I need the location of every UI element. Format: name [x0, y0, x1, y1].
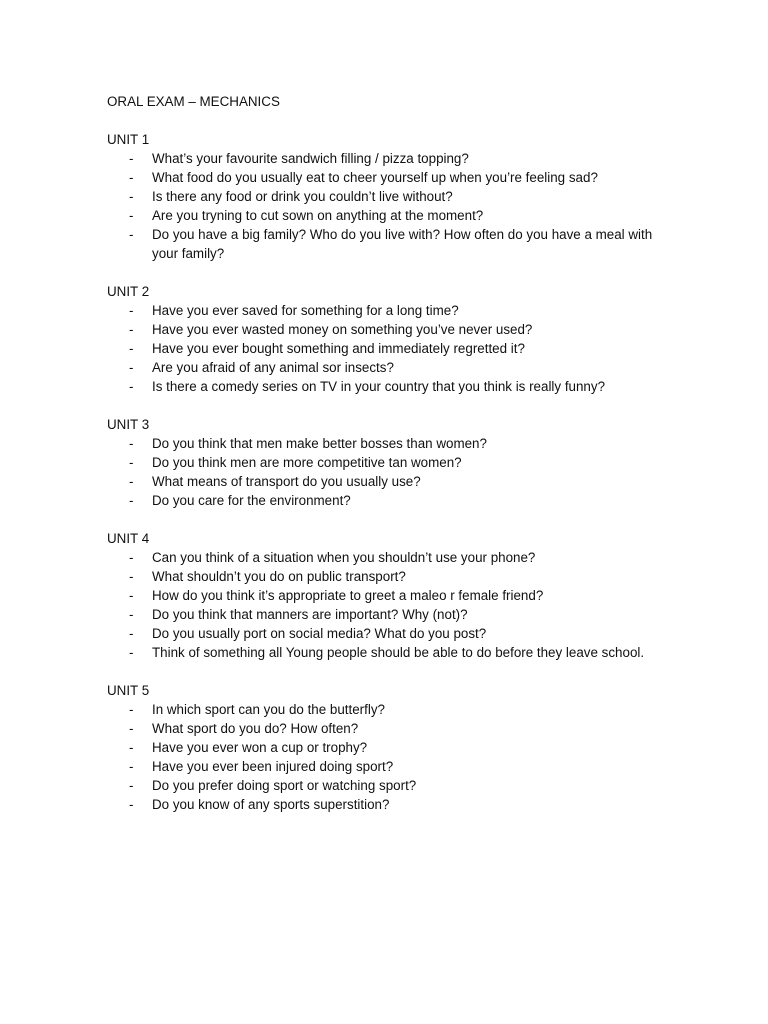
- question-text: Have you ever wasted money on something you’ve never used?: [152, 322, 533, 337]
- question-item: [107, 567, 672, 586]
- bullet-dash: -: [129, 341, 134, 356]
- question-text: Do you think men are more competitive tan women?: [152, 455, 462, 470]
- question-text: How do you think it’s appropriate to greet a maleo r female friend?: [152, 588, 544, 603]
- unit-heading: UNIT 4: [107, 531, 150, 546]
- bullet-dash: -: [129, 227, 134, 242]
- question-item: [107, 548, 672, 567]
- units-container: [107, 130, 707, 814]
- question-text: Think of something all Young people should be able to do before they leave school.: [152, 645, 645, 660]
- bullet-dash: -: [129, 759, 134, 774]
- bullet-dash: -: [129, 626, 134, 641]
- bullet-dash: -: [129, 379, 134, 394]
- unit-heading: UNIT 2: [107, 284, 150, 299]
- question-text: Have you ever won a cup or trophy?: [152, 740, 368, 755]
- bullet-dash: -: [129, 569, 134, 584]
- question-text: Have you ever been injured doing sport?: [152, 759, 394, 774]
- question-item: [107, 320, 672, 339]
- question-item: [107, 187, 672, 206]
- bullet-dash: -: [129, 455, 134, 470]
- bullet-dash: -: [129, 189, 134, 204]
- question-text: What shouldn’t you do on public transport?: [152, 569, 406, 584]
- question-item: [107, 605, 672, 624]
- question-text: In which sport can you do the butterfly?: [152, 702, 385, 717]
- question-text: Is there any food or drink you couldn’t live without?: [152, 189, 453, 204]
- question-item: [107, 377, 672, 396]
- bullet-dash: -: [129, 303, 134, 318]
- unit-section: [107, 130, 707, 263]
- document-title: ORAL EXAM – MECHANICS: [107, 94, 280, 109]
- question-item: [107, 719, 672, 738]
- unit-section: [107, 415, 707, 510]
- question-text: Are you tryning to cut sown on anything at the moment?: [152, 208, 484, 223]
- question-item: [107, 757, 672, 776]
- question-text: Do you have a big family? Who do you live with? How often do you have a meal with your family?: [152, 227, 653, 261]
- question-item: [107, 586, 672, 605]
- bullet-dash: -: [129, 721, 134, 736]
- bullet-dash: -: [129, 322, 134, 337]
- unit-section: [107, 282, 707, 396]
- question-item: [107, 301, 672, 320]
- bullet-dash: -: [129, 170, 134, 185]
- question-text: Are you afraid of any animal sor insects?: [152, 360, 394, 375]
- question-item: [107, 453, 672, 472]
- question-item: [107, 643, 672, 662]
- question-text: Do you prefer doing sport or watching sport?: [152, 778, 417, 793]
- question-item: [107, 776, 672, 795]
- bullet-dash: -: [129, 702, 134, 717]
- bullet-dash: -: [129, 740, 134, 755]
- question-list: [107, 301, 707, 396]
- bullet-dash: -: [129, 208, 134, 223]
- question-item: [107, 225, 672, 263]
- question-text: What food do you usually eat to cheer yourself up when you’re feeling sad?: [152, 170, 598, 185]
- question-text: Do you usually port on social media? What do you post?: [152, 626, 487, 641]
- bullet-dash: -: [129, 550, 134, 565]
- question-text: Do you know of any sports superstition?: [152, 797, 390, 812]
- unit-heading: UNIT 1: [107, 132, 150, 147]
- question-item: [107, 339, 672, 358]
- question-list: [107, 700, 707, 814]
- bullet-dash: -: [129, 778, 134, 793]
- question-text: What sport do you do? How often?: [152, 721, 359, 736]
- question-item: [107, 795, 672, 814]
- question-text: Do you care for the environment?: [152, 493, 351, 508]
- question-list: [107, 548, 707, 662]
- question-item: [107, 738, 672, 757]
- bullet-dash: -: [129, 436, 134, 451]
- bullet-dash: -: [129, 588, 134, 603]
- bullet-dash: -: [129, 645, 134, 660]
- question-item: [107, 168, 672, 187]
- bullet-dash: -: [129, 360, 134, 375]
- question-text: Can you think of a situation when you shouldn’t use your phone?: [152, 550, 536, 565]
- question-list: [107, 149, 707, 263]
- bullet-dash: -: [129, 797, 134, 812]
- question-text: Have you ever saved for something for a long time?: [152, 303, 459, 318]
- question-text: Do you think that manners are important? Why (not)?: [152, 607, 468, 622]
- question-item: [107, 358, 672, 377]
- bullet-dash: -: [129, 151, 134, 166]
- question-item: [107, 149, 672, 168]
- unit-heading: UNIT 3: [107, 417, 150, 432]
- unit-section: [107, 681, 707, 814]
- question-item: [107, 434, 672, 453]
- question-item: [107, 472, 672, 491]
- question-list: [107, 434, 707, 510]
- unit-section: [107, 529, 707, 662]
- question-item: [107, 206, 672, 225]
- bullet-dash: -: [129, 607, 134, 622]
- bullet-dash: -: [129, 493, 134, 508]
- document-page: [107, 92, 707, 833]
- question-text: What’s your favourite sandwich filling / pizza topping?: [152, 151, 469, 166]
- question-item: [107, 624, 672, 643]
- question-text: Do you think that men make better bosses than women?: [152, 436, 487, 451]
- unit-heading: UNIT 5: [107, 683, 150, 698]
- bullet-dash: -: [129, 474, 134, 489]
- question-item: [107, 491, 672, 510]
- question-text: Is there a comedy series on TV in your country that you think is really funny?: [152, 379, 606, 394]
- question-text: Have you ever bought something and immediately regretted it?: [152, 341, 525, 356]
- question-item: [107, 700, 672, 719]
- question-text: What means of transport do you usually use?: [152, 474, 421, 489]
